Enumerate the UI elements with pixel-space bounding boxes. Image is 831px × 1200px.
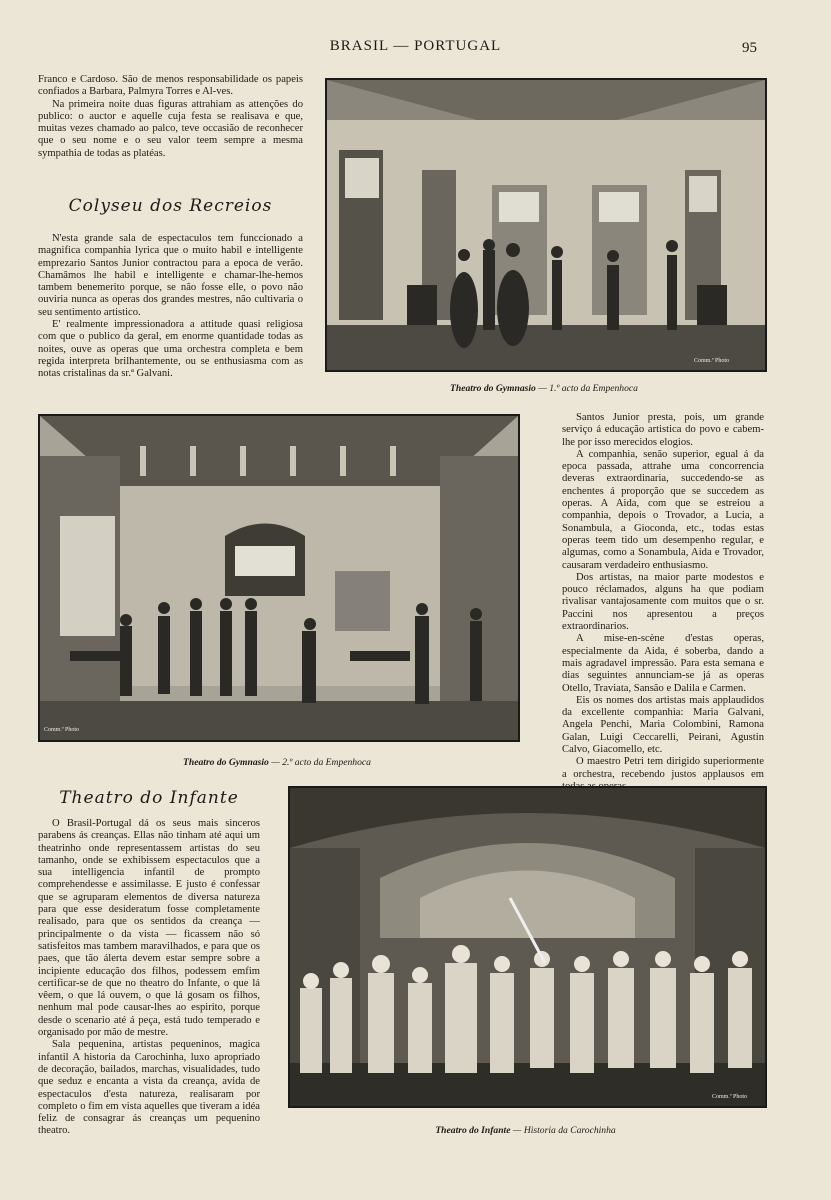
photo2-caption	[38, 757, 516, 768]
colyseu-continued-text	[562, 412, 764, 793]
running-header: BRASIL — PORTUGAL	[329, 38, 502, 54]
colyseu-text	[38, 233, 303, 381]
colyseu-paragraph: A mise-en-scène d'estas operas, especialmente da Aida, é soberba, dando a mais agradavel impressão. Para esta semana e dias seguintes annunciam-se já as operas Otello, Traviata, Sansão e Dalila e Carmen.	[562, 633, 764, 694]
colyseu-paragraph: Eis os nomes dos artistas mais applaudidos da excellente companhia: Maria Galvani, Angela Penchi, Maria Colombini, Ramona Galan, Luigi Ceccarelli, Peirani, Agustin Calvo, Giacomello, etc.	[562, 694, 764, 756]
colyseu-heading: Colyseu dos Recreios	[68, 196, 273, 216]
photo-gymnasio-act1	[325, 78, 767, 372]
intro-text	[38, 74, 303, 160]
colyseu-paragraph: Santos Junior presta, pois, um grande serviço á educação artistica do povo e cabem-lhe por isso merecidos elogios.	[562, 412, 764, 448]
colyseu-paragraph: Dos artistas, na maior parte modestos e pouco réclamados, alguns ha que podiam rivalisar vantajosamente com muitos que o sr. Paccini nos apresentou a preços extraordinarios.	[562, 571, 764, 633]
intro-paragraph: Franco e Cardoso. São de menos responsabilidade os papeis confiados a Barbara, Palmyra Torres e Al-ves.	[38, 74, 303, 98]
colyseu-paragraph: O maestro Petri tem dirigido superiormente a orchestra, recebendo justos applausos em	[562, 756, 764, 780]
caption-title: Theatro do Gymnasio	[450, 383, 536, 394]
caption-subtitle: — Historia da Carochinha	[512, 1125, 616, 1136]
infante-paragraph: Sala pequenina, artistas pequeninos, magica infantil A historia da Carochinha, luxo apropriado de decoração, bailados, marchas, visualidades, tudo que seduz e encanta a vista da creança, avida de espectaculos d'esta natureza, realisaram por completo o fim em vista aquelles que tiveram a idéa feliz de consagrar ás creanças um pequenino theatro.	[38, 1039, 260, 1137]
colyseu-paragraph: A companhia, senão superior, egual á da epoca passada, attrahe uma concorrencia deveras extraordinaria, succedendo-se as enchentes á proporção que se succedem as operas. A Aida, com que se estreiou a companhia, depois o Trovador, a Lucia, a Sonambula, a Gioconda, etc., todas estas operas teem tido um desempenho regular, e algumas, como a Sonambula, Aida e Trovador, causaram verdadeiro enthusiasmo.	[562, 448, 764, 571]
caption-subtitle: — 1.º acto da Empenhoca	[538, 383, 638, 394]
infante-paragraph: O Brasil-Portugal dá os seus mais sinceros parabens ás creanças. Ellas não tinham até aqui um theatrinho onde representassem artistas do seu tamanho, onde se exhibissem espectaculos que a sua intelligencia infantil de prompto comprehendesse e assimilasse. E justo é confessar que se agruparam elementos de diversa natureza para que esse desideratum fosse completamente realisado, para que os sentidos da creança — principalmente o da vista — ficassem não só satisfeitos mas tambem maravilhados, e para que os paes, que tão álerta devem estar sempre sobre a incipiente educação dos filhos, podessem emfim certificar-se de que no theatro do Infante, o que lá vêem, o que lá ouvem, o que lá gosam os filhos, nenhum mal pode causar-lhes ao espirito, porque desde o scenario até á peça, está tudo temperado e organisado por mão de mestre.	[38, 818, 260, 1039]
infante-heading: Theatro do Infante	[59, 788, 239, 808]
photo3-caption	[288, 1125, 763, 1136]
photo-gymnasio-act2	[38, 414, 520, 742]
page-number: 95	[742, 40, 757, 56]
photo-credit: Comm.ª Photo	[712, 1094, 747, 1100]
caption-title: Theatro do Infante	[435, 1125, 511, 1136]
intro-paragraph: Na primeira noite duas figuras attrahiam as attenções do publico: o auctor e aquelle cuja festa se realisava e que, muitas vezes chamado ao palco, teve occasião de reconhecer que o seu nome e o seu valor teem sempre a mesma sympathia de todas as platéas.	[38, 98, 303, 159]
photo-credit: Comm.ª Photo	[44, 727, 79, 733]
caption-subtitle: — 2.º acto da Empenhoca	[271, 757, 371, 768]
infante-text	[38, 818, 260, 1138]
colyseu-paragraph: N'esta grande sala de espectaculos tem funccionado a magnifica companhia lyrica que o muito habil e intelligente emprezario Santos Junior contractou para a epoca de verão. Chamâmos lhe habil e intelligente e chamar-lhe-hemos tambem benemerito porque, se não fosse elle, o povo não ouviria nunca as operas dos grandes mestres, não cultivaria o seu sentimento artistico.	[38, 233, 303, 318]
photo-infante-carochinha	[288, 786, 767, 1108]
colyseu-paragraph: E' realmente impressionadora a attitude quasi religiosa com que o publico da geral, em enorme quantidade todas as noites, ouve as operas que uma orchestra completa e bem regida interpreta brilhantemente, ou se enthusiasma com as notas cristalinas da sr.ª Galvani.	[38, 319, 303, 380]
caption-title: Theatro do Gymnasio	[183, 757, 269, 768]
photo1-caption	[325, 383, 763, 394]
photo-credit: Comm.ª Photo	[694, 358, 729, 364]
